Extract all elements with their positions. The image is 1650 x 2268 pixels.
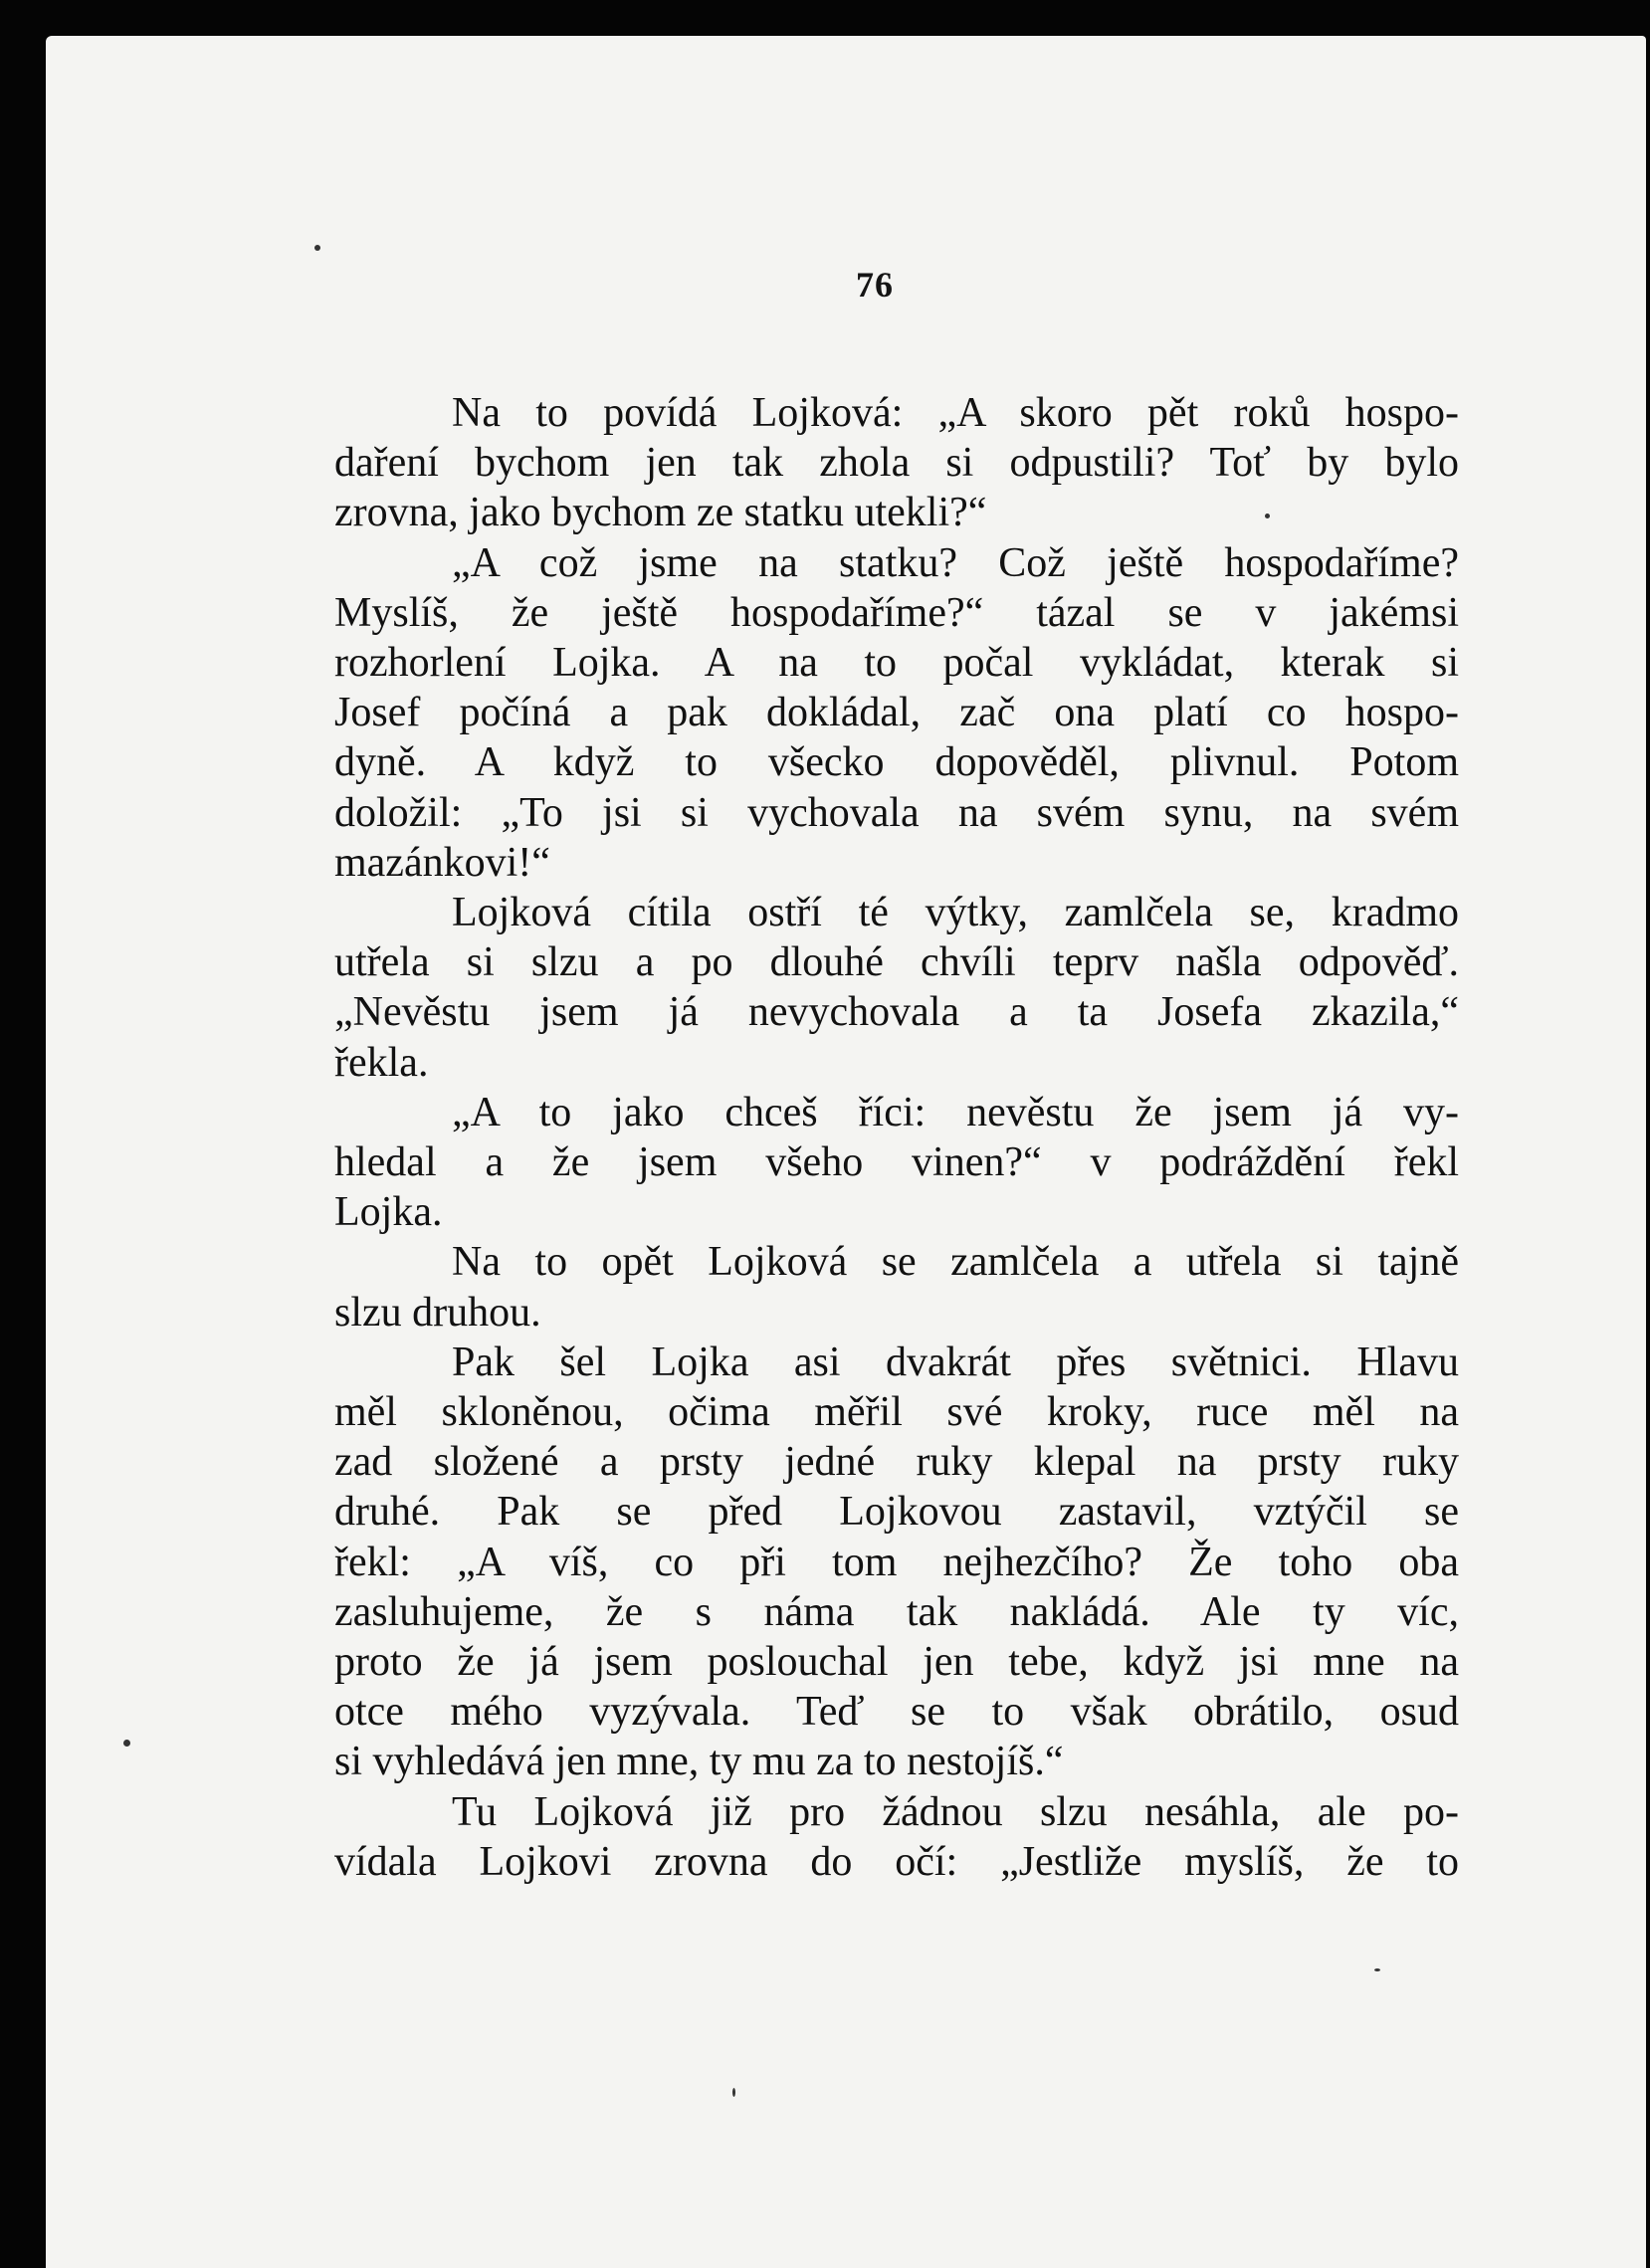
text-line: řekla. bbox=[334, 1039, 429, 1086]
text-line: dyně. A když to všecko dopověděl, plivnul. Potom bbox=[334, 739, 1459, 786]
text-line: Na to opět Lojková se zamlčela a utřela si tajně bbox=[452, 1239, 1459, 1286]
text-line: si vyhledává jen mne, ty mu za to nestojíš.“ bbox=[334, 1739, 1064, 1785]
paper-speck bbox=[314, 245, 320, 251]
text-line: daření bychom jen tak zhola si odpustili? Toť by bylo bbox=[334, 440, 1459, 487]
text-line: řekl: „A víš, co při tom nejhezčího? Že toho oba bbox=[334, 1539, 1459, 1585]
text-line: Lojková cítila ostří té výtky, zamlčela se, kradmo bbox=[452, 890, 1459, 936]
page-number: 76 bbox=[856, 265, 894, 305]
text-line: otce mého vyzývala. Teď se to však obrátilo, osud bbox=[334, 1689, 1459, 1736]
text-line: rozhorlení Lojka. A na to počal vykládat, kterak si bbox=[334, 640, 1459, 687]
text-line: zad složené a prsty jedné ruky klepal na prsty ruky bbox=[334, 1439, 1459, 1486]
body-text bbox=[334, 388, 1459, 1887]
text-line: zrovna, jako bychom ze statku utekli?“ bbox=[334, 490, 987, 536]
text-line: Na to povídá Lojková: „A skoro pět roků hospo- bbox=[452, 390, 1459, 436]
text-line: druhé. Pak se před Lojkovou zastavil, vztýčil se bbox=[334, 1489, 1459, 1536]
text-line: utřela si slzu a po dlouhé chvíli teprv našla odpověď. bbox=[334, 939, 1459, 986]
text-line: Myslíš, že ještě hospodaříme?“ tázal se v jakémsi bbox=[334, 589, 1459, 636]
text-line: vídala Lojkovi zrovna do očí: „Jestliže myslíš, že to bbox=[334, 1838, 1459, 1885]
text-line: Pak šel Lojka asi dvakrát přes světnici. Hlavu bbox=[452, 1339, 1459, 1385]
text-line: Tu Lojková již pro žádnou slzu nesáhla, ale po- bbox=[452, 1788, 1459, 1835]
text-line: měl skloněnou, očima měřil své kroky, ruce měl na bbox=[334, 1389, 1459, 1436]
text-line: „Nevěstu jsem já nevychovala a ta Josefa zkazila,“ bbox=[334, 989, 1459, 1036]
text-line: proto že já jsem poslouchal jen tebe, když jsi mne na bbox=[334, 1639, 1459, 1686]
text-line: Lojka. bbox=[334, 1189, 443, 1236]
text-line: hledal a že jsem všeho vinen?“ v podráždění řekl bbox=[334, 1139, 1459, 1186]
paper-speck bbox=[123, 1740, 130, 1747]
text-line: zasluhujeme, že s náma tak nakládá. Ale ty víc, bbox=[334, 1588, 1459, 1635]
paper-speck bbox=[1374, 1968, 1380, 1971]
text-line: mazánkovi!“ bbox=[334, 839, 550, 886]
text-line: slzu druhou. bbox=[334, 1289, 541, 1336]
text-line: Josef počíná a pak dokládal, zač ona platí co hospo- bbox=[334, 690, 1459, 736]
paper-speck bbox=[732, 2088, 735, 2097]
text-line: doložil: „To jsi si vychovala na svém synu, na svém bbox=[334, 789, 1459, 836]
text-line: „A což jsme na statku? Což ještě hospodaříme? bbox=[452, 539, 1459, 586]
text-line: „A to jako chceš říci: nevěstu že jsem já vy- bbox=[452, 1089, 1459, 1135]
